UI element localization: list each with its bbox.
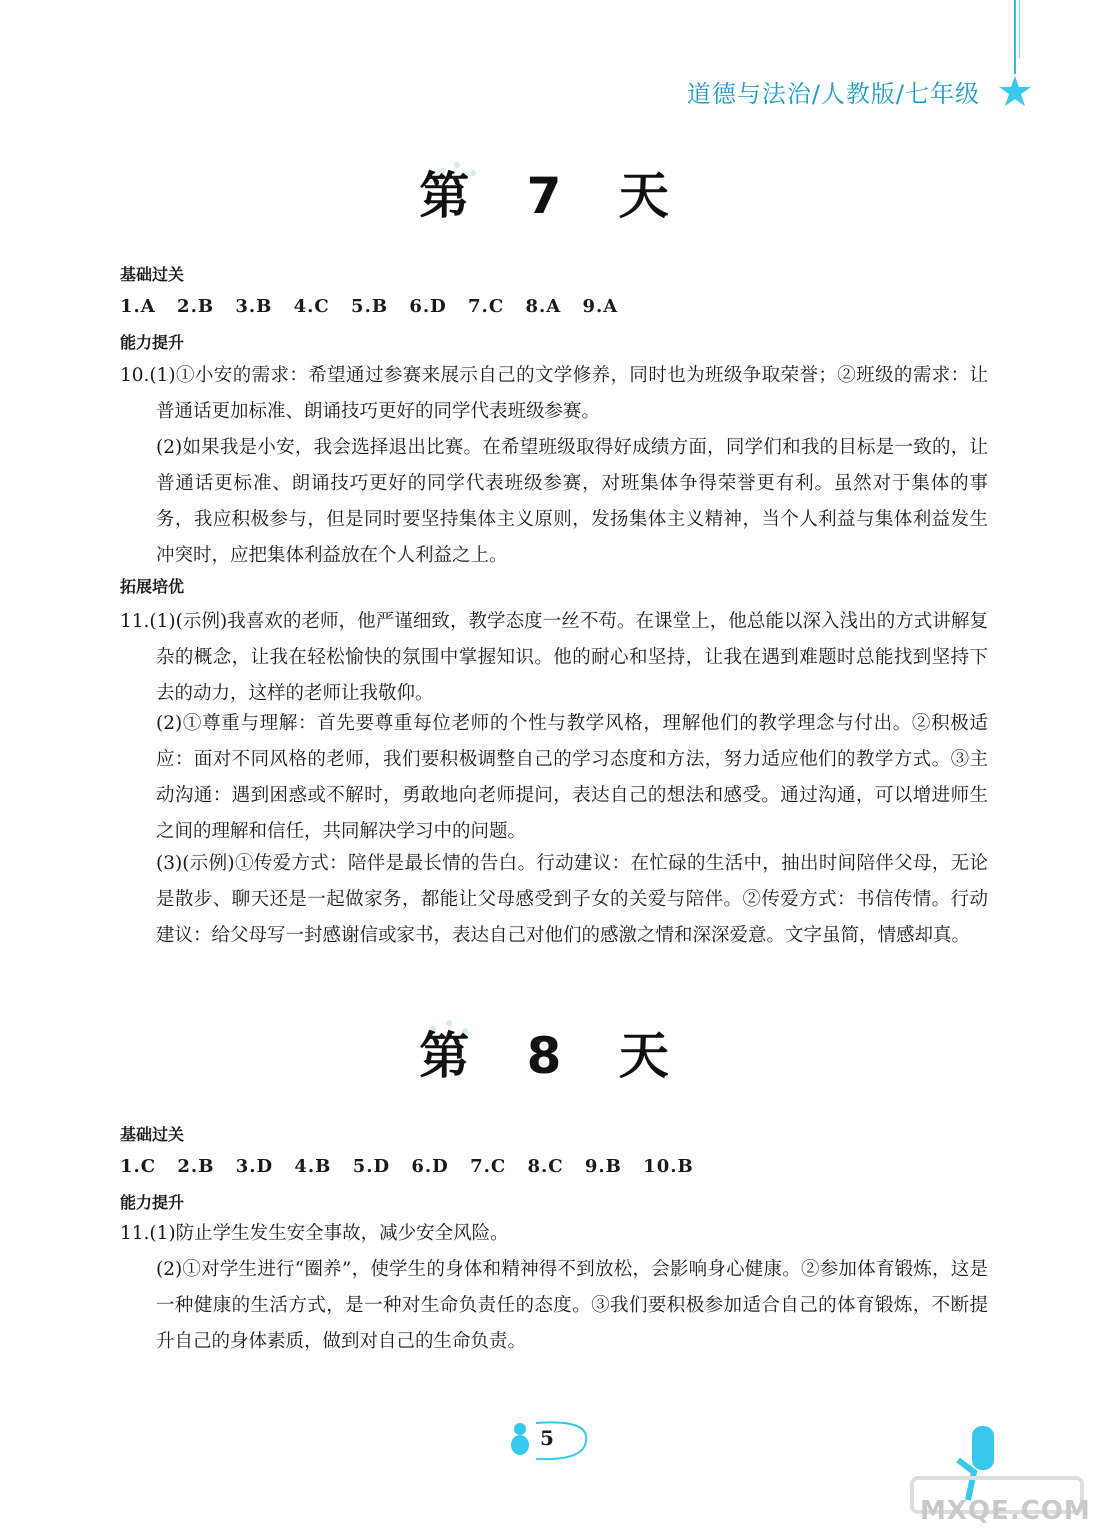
answer-item: 2.B [177, 1156, 215, 1177]
answer-item: 3.D [235, 1156, 274, 1177]
day-8-basic-answers [120, 1156, 708, 1177]
answer-item: 4.B [294, 1156, 332, 1177]
header-hanging-line-thin [1019, 0, 1020, 58]
day-8-title: 第 8 天 [419, 1027, 689, 1085]
day-7-q11-part3: (3)(示例)①传爱方式：陪伴是最长情的告白。行动建议：在忙碌的生活中，抽出时间陪伴父母，无论是散步、聊天还是一起做家务，都能让父母感受到子女的关爱与陪伴。②传爱方式：书信传情。行动建议：给父母写一封感谢信或家书，表达自己对他们的感激之情和深深爱意。文字虽简，情感却真。 [156, 853, 988, 946]
watermark-text: MXQE.COM [920, 1496, 1091, 1526]
answer-item: 9.B [584, 1156, 622, 1177]
day-7-ability-heading: 能力提升 [120, 333, 185, 352]
answer-item: 3.B [235, 296, 273, 317]
answer-item: 10.B [643, 1156, 694, 1177]
answer-item: 7.C [468, 296, 505, 317]
day-8-q11-part2: (2)①对学生进行“圈养”，使学生的身体和精神得不到放松，会影响身心健康。②参加体育锻炼，这是一种健康的生活方式，是一种对生命负责任的态度。③我们要积极参加适合自己的体育锻炼，不断提升自己的身体素质，做到对自己的生命负责。 [156, 1259, 988, 1352]
answer-item: 1.A [120, 296, 156, 317]
page-number: 5 [540, 1426, 554, 1450]
day-8-basic-heading: 基础过关 [120, 1125, 185, 1144]
day-8-q11-part1: 11.(1)防止学生发生安全事故，减少安全风险。 [120, 1223, 509, 1244]
header-hanging-line [1014, 0, 1016, 74]
answer-item: 8.A [525, 296, 562, 317]
day-8-ability-heading: 能力提升 [120, 1193, 185, 1212]
answer-item: 2.B [177, 296, 215, 317]
day-7-q11-part2: (2)①尊重与理解：首先要尊重每位老师的个性与教学风格，理解他们的教学理念与付出。②积极适应：面对不同风格的老师，我们要积极调整自己的学习态度和方法，努力适应他们的教学方式。③主动沟通：遇到困惑或不解时，勇敢地向老师提问，表达自己的想法和感受。通过沟通，可以增进师生之间的理解和信任，共同解决学习中的问题。 [156, 713, 988, 842]
star-icon [998, 74, 1032, 108]
header-subject-title: 道德与法治/人教版/七年级 [686, 80, 980, 108]
day-7-q10-part2: (2)如果我是小安，我会选择退出比赛。在希望班级取得好成绩方面，同学们和我的目标是一致的，让普通话更标准、朗诵技巧更好的同学代表班级参赛，对班集体争得荣誉更有利。虽然对于集体的事务，我应积极参与，但是同时要坚持集体主义原则，发扬集体主义精神，当个人利益与集体利益发生冲突时，应把集体利益放在个人利益之上。 [156, 437, 988, 566]
day-7-basic-answers [120, 296, 632, 317]
answer-item: 5.D [352, 1156, 391, 1177]
answer-item: 5.B [351, 296, 389, 317]
answer-item: 6.D [409, 296, 447, 317]
answer-item: 6.D [411, 1156, 449, 1177]
answer-item: 7.C [470, 1156, 507, 1177]
day-7-extend-heading: 拓展培优 [120, 577, 185, 596]
answer-item: 9.A [582, 296, 619, 317]
day-7-title: 第 7 天 [419, 167, 689, 225]
day-7-q11-part1: 11.(1)(示例)我喜欢的老师，他严谨细致，教学态度一丝不苟。在课堂上，他总能以深入浅出的方式讲解复杂的概念，让我在轻松愉快的氛围中掌握知识。他的耐心和坚持，让我在遇到难题时总能找到坚持下去的动力，这样的老师让我敬仰。 [120, 611, 988, 704]
answer-item: 1.C [120, 1156, 157, 1177]
answer-item: 8.C [527, 1156, 564, 1177]
day-7-basic-heading: 基础过关 [120, 265, 185, 284]
day-7-q10-part1: 10.(1)①小安的需求：希望通过参赛来展示自己的文学修养，同时也为班级争取荣誉；②班级的需求：让普通话更加标准、朗诵技巧更好的同学代表班级参赛。 [120, 365, 988, 422]
answer-item: 4.C [293, 296, 330, 317]
